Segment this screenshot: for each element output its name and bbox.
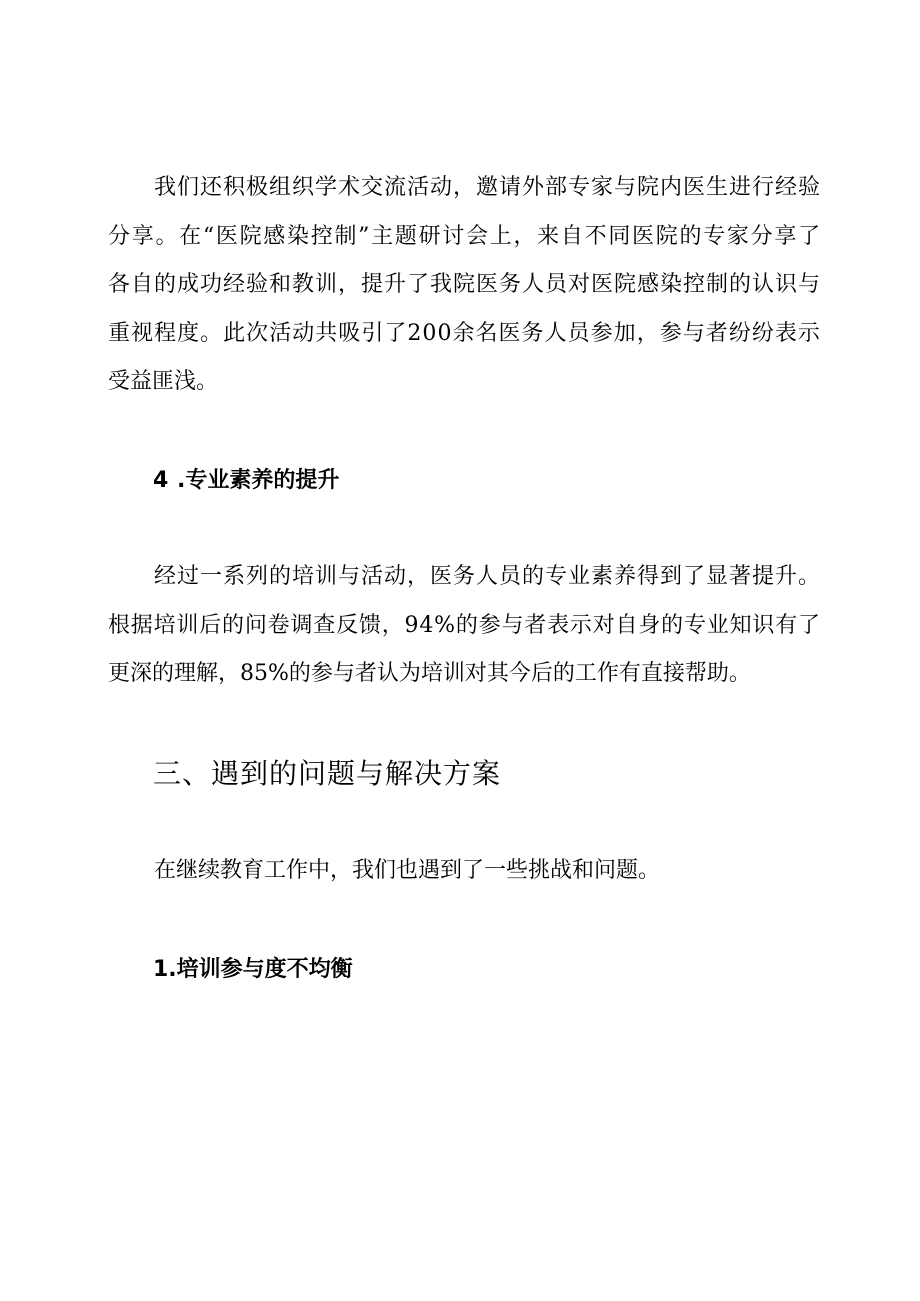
paragraph-challenges-intro [108,847,820,896]
paragraph-line: 根据培训后的问卷调查反馈，94%的参与者表示对自身的专业知识有了 [108,612,821,638]
subheading-participation-imbalance: 1.培训参与度不均衡 [153,957,353,982]
subheading-number: 4 [153,468,169,493]
subheading-text: .专业素养的提升 [177,468,340,493]
paragraph-line: 更深的理解，85%的参与者认为培训对其今后的工作有直接帮助。 [108,661,751,686]
paragraph-line: 受益匪浅。 [108,369,219,394]
paragraph-academic-exchange [108,164,820,407]
paragraph-line: 重视程度。此次活动共吸引了200余名医务人员参加，参与者纷纷表示 [108,320,821,346]
paragraph-line: 各自的成功经验和教训，提升了我院医务人员对医院感染控制的认识与 [108,272,822,297]
subheading-professional-quality [153,466,339,496]
paragraph-quality-improvement [108,553,820,699]
section-title-problems-solutions: 三、遇到的问题与解决方案 [153,757,502,790]
paragraph-line: 经过一系列的培训与活动，医务人员的专业素养得到了显著提升。 [154,564,822,589]
paragraph-line: 我们还积极组织学术交流活动，邀请外部专家与院内医生进行经验 [154,175,822,200]
paragraph-line: 分享。在“医院感染控制”主题研讨会上，来自不同医院的专家分享了 [108,223,822,249]
paragraph-line: 在继续教育工作中，我们也遇到了一些挑战和问题。 [154,858,661,883]
